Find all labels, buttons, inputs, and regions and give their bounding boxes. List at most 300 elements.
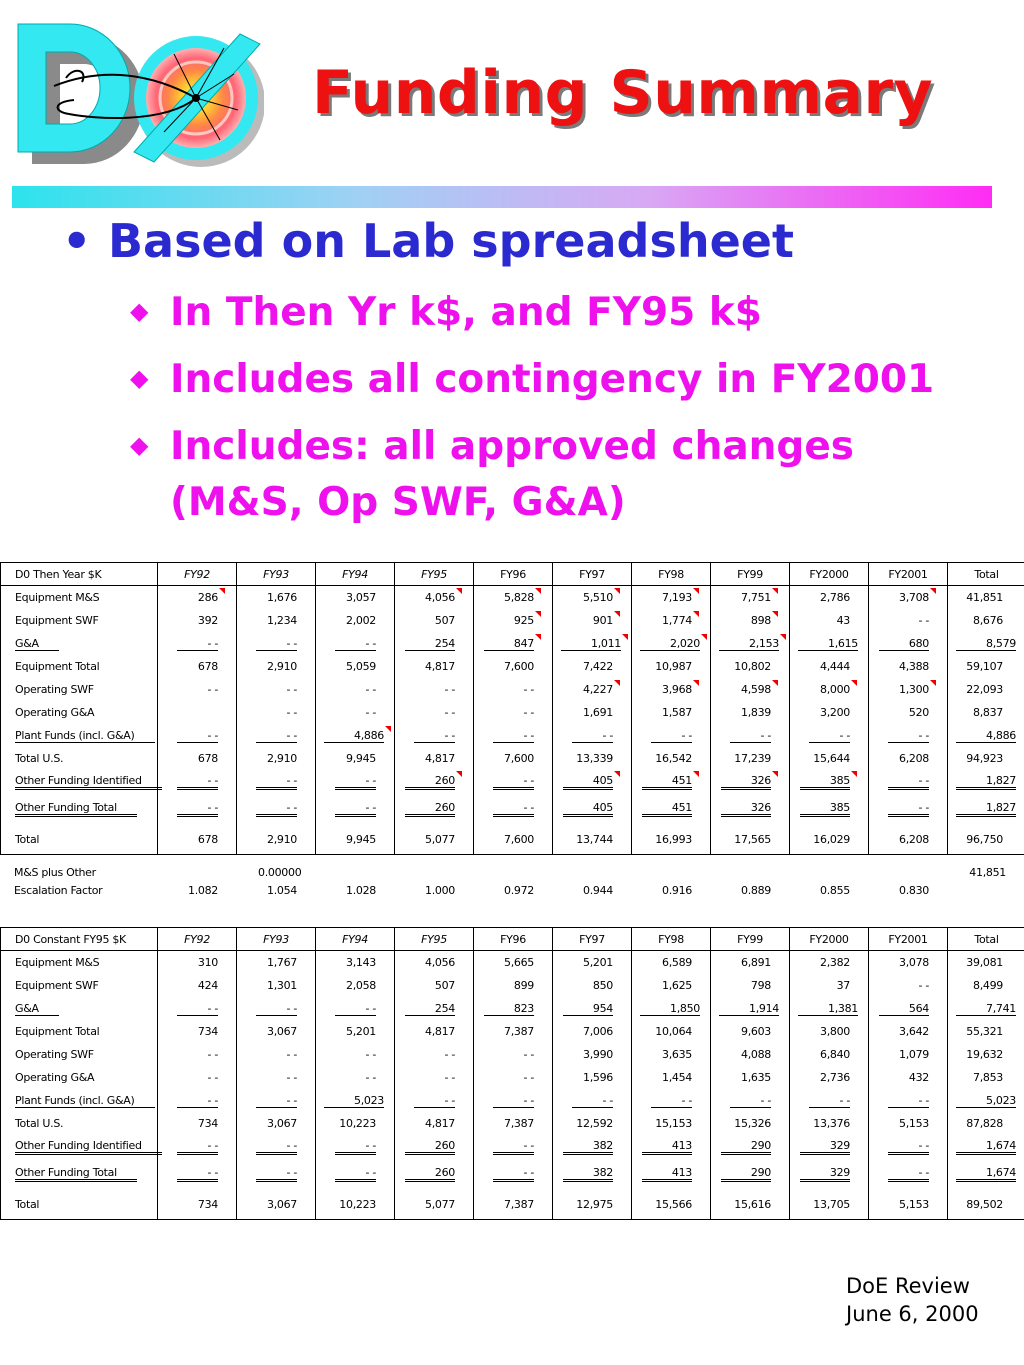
row-label [1,724,158,747]
cell-value [553,1089,632,1112]
cell-text: - - [207,1071,218,1084]
cell-text: 1,827 [956,774,1016,790]
row-label [1,770,158,793]
cell-value [158,609,237,632]
cell-value [237,951,316,975]
table-row [1,1112,1024,1135]
cell-value [474,747,553,770]
cell-text: 37 [836,979,850,992]
cell-text: - - [888,774,929,790]
cell-value [316,1189,395,1220]
cell-text: 326 [721,801,771,817]
cell-text: 734 [197,1025,218,1038]
cell-text: 7,741 [956,1002,1016,1016]
cell-value [790,1189,869,1220]
cell-text: 10,223 [339,1117,376,1130]
cell-text: 3,143 [346,956,376,969]
footer-date: June 6, 2000 [846,1302,979,1326]
cell-value [869,951,948,975]
cell-text: 1,914 [719,1002,779,1016]
cell-value [158,586,237,610]
cell-value [395,747,474,770]
cell-text: - - [918,614,929,627]
cell-value [553,586,632,610]
cell-text: 382 [563,1166,613,1182]
table-row [1,701,1024,724]
cell-text: 6,208 [899,832,929,846]
cell-value [158,747,237,770]
table-row [1,1135,1024,1158]
cell-text: - - [335,637,376,651]
cell-value [158,1112,237,1135]
cell-value [790,974,869,997]
cell-text: 2,910 [267,832,297,846]
cell-text: 1,674 [956,1166,1016,1182]
cell-text: 1,300 [899,683,929,696]
cell-text: 1,615 [798,637,858,651]
change-marker-icon [719,637,779,650]
ms-plus-other-label: M&S plus Other [14,866,96,879]
cell-value [869,1189,948,1220]
cell-value [948,1135,1024,1158]
cell-text: 5,665 [504,956,534,969]
column-header: FY95 [395,928,474,951]
cell-value [553,747,632,770]
cell-value [395,997,474,1020]
cell-text: 4,817 [425,752,455,765]
cell-value [316,770,395,793]
cell-text: 8,579 [956,637,1016,651]
cell-value [869,701,948,724]
cell-text: 925 [513,614,534,627]
cell-value [948,586,1024,610]
cell-value [316,586,395,610]
row-label [1,824,158,855]
cell-value [711,1089,790,1112]
table-row [1,1089,1024,1112]
column-header: FY2000 [790,563,869,586]
cell-text: - - [730,729,771,743]
cell-value [553,1158,632,1189]
cell-value [316,1066,395,1089]
cell-value [316,1112,395,1135]
cell-value [869,609,948,632]
cell-text: - - [256,1166,297,1182]
cell-text: 4,227 [583,683,613,696]
change-marker-icon [820,683,850,696]
cell-value [948,1112,1024,1135]
cell-text: 392 [197,614,218,627]
cell-text: 10,223 [339,1197,376,1211]
cell-value [316,1020,395,1043]
cell-value [869,1158,948,1189]
cell-value [711,1020,790,1043]
cell-text: - - [809,729,850,743]
cell-value [790,609,869,632]
cell-value [869,770,948,793]
cell-text: 4,056 [425,956,455,969]
cell-text: 899 [513,979,534,992]
cell-text: - - [523,1071,534,1084]
cell-text: 13,744 [576,832,613,846]
cell-text: 678 [197,660,218,673]
row-label-text: Total [15,832,40,846]
cell-value [237,824,316,855]
cell-text: 8,499 [973,979,1003,992]
cell-text: - - [493,1166,534,1182]
cell-value [395,951,474,975]
table-title: D0 Then Year $K [1,563,158,586]
cell-value [553,609,632,632]
cell-value [790,1158,869,1189]
row-label [1,1066,158,1089]
cell-text: - - [888,801,929,817]
table-row [1,793,1024,824]
table-title: D0 Constant FY95 $K [1,928,158,951]
cell-value [948,678,1024,701]
column-header: FY96 [474,928,553,951]
row-label-text: Equipment SWF [15,979,99,992]
cell-value [158,1135,237,1158]
cell-value [632,1112,711,1135]
cell-text: 5,201 [346,1025,376,1038]
cell-text: 3,057 [346,591,376,604]
cell-value [474,1066,553,1089]
row-label [1,1135,158,1158]
cell-value [632,724,711,747]
bullet-dot-icon: • [62,214,92,268]
cell-value [158,951,237,975]
cell-text: 9,603 [741,1025,771,1038]
cell-text: 15,153 [655,1117,692,1130]
cell-value [869,724,948,747]
cell-text: - - [523,1048,534,1061]
cell-text: 19,632 [966,1048,1003,1061]
sub-bullet-text: In Then Yr k$, and FY95 k$ [170,290,762,335]
cell-text: 4,817 [425,660,455,673]
escalation-factor-value: 0.944 [583,884,613,897]
cell-value [553,701,632,724]
cell-value [237,678,316,701]
cell-text: 260 [405,1166,455,1182]
cell-value [395,1066,474,1089]
cell-text: 7,387 [504,1025,534,1038]
cell-text: 9,945 [346,752,376,765]
cell-value [237,1020,316,1043]
cell-text: 286 [197,591,218,604]
cell-text: 7,600 [504,832,534,846]
cell-value [632,701,711,724]
row-label [1,678,158,701]
cell-value [474,632,553,655]
cell-text: - - [365,706,376,719]
cell-text: 451 [642,774,692,790]
row-label-text: Other Funding Total [15,1166,137,1182]
cell-value [395,632,474,655]
change-marker-icon [721,774,771,787]
cell-text: 451 [642,801,692,817]
cell-text: - - [286,1071,297,1084]
cell-value [395,701,474,724]
cell-value [632,609,711,632]
cell-value [395,1043,474,1066]
cell-value [158,1020,237,1043]
row-label-text: Operating SWF [15,1048,94,1061]
cell-value [158,1066,237,1089]
cell-value [474,1135,553,1158]
cell-value [869,1066,948,1089]
change-marker-icon [899,683,929,696]
cell-text: - - [365,683,376,696]
table-header-row [1,928,1024,951]
cell-text: - - [918,979,929,992]
cell-text: 5,059 [346,660,376,673]
escalation-factor-value: 0.830 [899,884,929,897]
cell-value [711,1135,790,1158]
cell-text: 5,023 [956,1094,1016,1108]
cell-value [711,632,790,655]
escalation-factor-value: 1.054 [267,884,297,897]
cell-text: 798 [750,979,771,992]
cell-value [474,997,553,1020]
cell-text: 424 [197,979,218,992]
cell-value [158,678,237,701]
cell-value [711,1043,790,1066]
cell-value [158,974,237,997]
cell-text: - - [730,1094,771,1108]
cell-text: - - [444,1048,455,1061]
cell-value [395,1020,474,1043]
cell-value [948,1043,1024,1066]
cell-text: 8,837 [973,706,1003,719]
column-header: FY97 [553,928,632,951]
change-marker-icon [662,614,692,627]
cell-value [474,951,553,975]
cell-value [553,632,632,655]
escalation-factor-value: 0.855 [820,884,850,897]
cell-value [395,678,474,701]
cell-text: 3,078 [899,956,929,969]
cell-value [553,1112,632,1135]
cell-value [632,747,711,770]
cell-text: 901 [592,614,613,627]
cell-text: 2,736 [820,1071,850,1084]
escalation-factor-value: 1.028 [346,884,376,897]
cell-text: 326 [721,774,771,790]
column-header: FY94 [316,928,395,951]
escalation-factor-value: 1.000 [425,884,455,897]
cell-value [711,951,790,975]
change-marker-icon [741,591,771,604]
cell-value [237,655,316,678]
cell-text: - - [256,729,297,743]
cell-value [790,1020,869,1043]
cell-value [237,1189,316,1220]
cell-text: 413 [642,1139,692,1155]
cell-text: 1,011 [561,637,621,651]
cell-value [316,724,395,747]
cell-text: 4,056 [425,591,455,604]
cell-text: 405 [563,774,613,790]
cell-text: - - [444,683,455,696]
cell-value [948,701,1024,724]
cell-text: 7,006 [583,1025,613,1038]
cell-value [869,678,948,701]
cell-text: 94,923 [966,752,1003,765]
cell-value [632,632,711,655]
cell-value [395,1112,474,1135]
cell-value [474,770,553,793]
cell-value [869,1020,948,1043]
table-row [1,1158,1024,1189]
cell-text: 3,708 [899,591,929,604]
cell-text: 413 [642,1166,692,1182]
cell-value [790,747,869,770]
change-marker-icon [751,614,771,627]
cell-text: - - [444,1071,455,1084]
cell-text: 254 [405,1002,455,1016]
cell-value [948,724,1024,747]
cell-text: 847 [484,637,534,651]
cell-text: 5,510 [583,591,613,604]
cell-value [553,1020,632,1043]
cell-text: 5,077 [425,832,455,846]
cell-text: 5,828 [504,591,534,604]
cell-text: 678 [197,752,218,765]
table-row [1,586,1024,610]
cell-text: 8,676 [973,614,1003,627]
cell-value [948,793,1024,824]
cell-value [553,770,632,793]
cell-value [395,1089,474,1112]
cell-text: 382 [563,1139,613,1155]
cell-text: - - [177,1139,218,1155]
cell-text: 6,208 [899,752,929,765]
cell-text: - - [888,1139,929,1155]
cell-value [474,1112,553,1135]
constant-fy95-table [0,927,1024,1220]
cell-text: 4,598 [741,683,771,696]
cell-value [237,793,316,824]
cell-value [711,678,790,701]
row-label [1,747,158,770]
cell-value [632,678,711,701]
table-row [1,1020,1024,1043]
cell-value [395,974,474,997]
row-label [1,1043,158,1066]
cell-text: 7,387 [504,1197,534,1211]
change-marker-icon [899,591,929,604]
cell-value [158,1043,237,1066]
table-row [1,632,1024,655]
cell-value [553,655,632,678]
cell-text: - - [523,683,534,696]
cell-text: 13,339 [576,752,613,765]
cell-text: 15,326 [734,1117,771,1130]
cell-text: 3,968 [662,683,692,696]
gradient-divider [12,186,992,208]
escalation-factor-value: 0.916 [662,884,692,897]
cell-text: 507 [434,614,455,627]
cell-text: 260 [405,774,455,790]
cell-text: - - [888,1166,929,1182]
diamond-bullet-icon: ◆ [130,363,149,392]
cell-value [711,701,790,724]
cell-value [790,793,869,824]
cell-value [158,793,237,824]
escalation-factor-value: 0.972 [504,884,534,897]
cell-value [711,747,790,770]
change-marker-icon [563,774,613,787]
cell-value [395,1158,474,1189]
cell-text: 7,853 [973,1071,1003,1084]
table-row [1,951,1024,975]
row-label-text: Plant Funds (incl. G&A) [15,1094,155,1108]
cell-text: 1,381 [798,1002,858,1016]
row-label-text: Equipment M&S [15,956,100,969]
cell-value [632,1189,711,1220]
row-label [1,701,158,724]
row-label-text: Other Funding Total [15,801,137,817]
cell-value [316,1089,395,1112]
cell-text: 3,635 [662,1048,692,1061]
cell-value [158,632,237,655]
cell-text: 5,077 [425,1197,455,1211]
cell-value [316,997,395,1020]
column-header: Total [948,928,1024,951]
cell-value [395,1135,474,1158]
cell-value [237,1089,316,1112]
cell-value [948,974,1024,997]
diamond-bullet-icon: ◆ [130,296,149,325]
cell-value [869,824,948,855]
cell-text: 12,975 [576,1197,613,1211]
row-label [1,586,158,610]
cell-value [553,997,632,1020]
cell-text: 4,886 [324,729,384,743]
cell-text: 9,945 [346,832,376,846]
cell-value [711,1112,790,1135]
cell-value [395,1189,474,1220]
table-row [1,997,1024,1020]
cell-text: - - [256,1094,297,1108]
row-label-text: Operating G&A [15,706,95,719]
cell-text: 680 [879,637,929,651]
cell-text: 2,910 [267,752,297,765]
cell-text: 87,828 [966,1117,1003,1130]
cell-text: 7,751 [741,591,771,604]
cell-value [158,1158,237,1189]
table-row [1,974,1024,997]
cell-value [474,1189,553,1220]
cell-text: 5,023 [324,1094,384,1108]
cell-value [316,701,395,724]
cell-text: - - [572,1094,613,1108]
cell-value [474,1158,553,1189]
cell-text: 850 [592,979,613,992]
cell-value [711,655,790,678]
cell-value [474,1089,553,1112]
cell-text: 13,376 [813,1117,850,1130]
cell-text: - - [177,1094,218,1108]
cell-value [790,678,869,701]
cell-text: 16,029 [813,832,850,846]
escalation-factor-label: Escalation Factor [14,884,103,897]
change-marker-icon [561,637,621,650]
table-row [1,1189,1024,1220]
column-header: FY96 [474,563,553,586]
cell-text: - - [651,729,692,743]
